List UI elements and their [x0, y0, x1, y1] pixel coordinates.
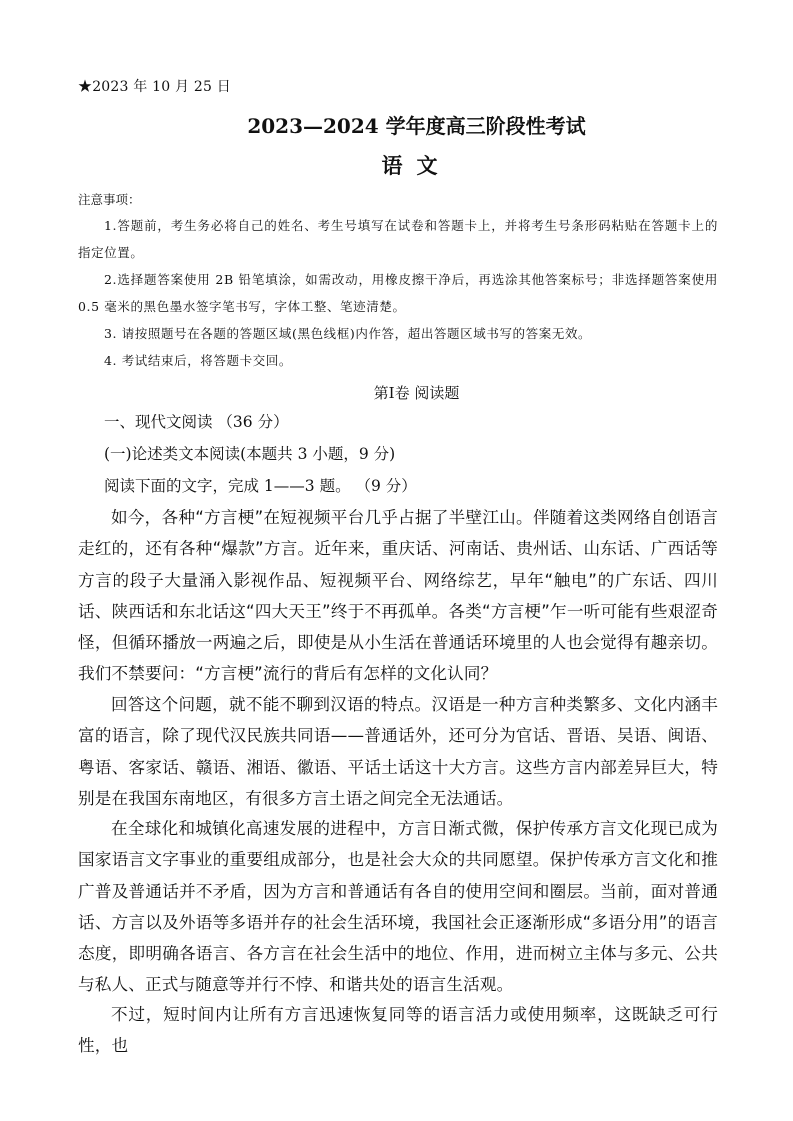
notice-item: 2.选择题答案使用 2B 铅笔填涂，如需改动，用橡皮擦干净后，再选涂其他答案标号；非选择题答案使用 0.5 毫米的黑色墨水签字笔书写，字体工整、笔迹清楚。 [78, 272, 718, 314]
subpart-heading: (一)论述类文本阅读(本题共 3 小题，9 分) [104, 445, 396, 463]
passage-paragraph: 在全球化和城镇化高速发展的进程中，方言日渐式微，保护传承方言文化现已成为国家语言文字事业的重要组成部分，也是社会大众的共同愿望。保护传承方言文化和推广普及普通话并不矛盾，因为方言和普通话有各自的使用空间和圈层。当前，面对普通话、方言以及外语等多语并存的社会生活环境，我国社会正逐渐形成“多语分用”的语言态度，即明确各语言、各方言在社会生活中的地位、作用，进而树立主体与多元、公共与私人、正式与随意等并行不悖、和谐共处的语言生活观。 [78, 819, 718, 995]
exam-date: ★2023 年 10 月 25 日 [78, 79, 231, 95]
subject-title: 语文 [381, 153, 452, 178]
notice-heading: 注意事项： [78, 192, 141, 207]
notice-item: 4. 考试结束后，将答题卡交回。 [104, 353, 293, 368]
notice-item: 1.答题前，考生务必将自己的姓名、考生号填写在试卷和答题卡上，并将考生号条形码粘贴在答题卡上的指定位置。 [78, 218, 718, 260]
part-heading: 一、现代文阅读 （36 分） [104, 413, 289, 431]
notice-item: 3. 请按照题号在各题的答题区域(黑色线框)内作答，超出答题区域书写的答案无效。 [104, 326, 592, 341]
passage-paragraph: 如今，各种“方言梗”在短视频平台几乎占据了半壁江山。伴随着这类网络自创语言走红的，还有各种“爆款”方言。近年来，重庆话、河南话、贵州话、山东话、广西话等方言的段子大量涌入影视作品、短视频平台、网络综艺，早年“触电”的广东话、四川话、陕西话和东北话这“四大天王”终于不再孤单。各类“方言梗”乍一听可能有些艰涩奇怪，但循环播放一两遍之后，即使是从小生活在普通话环境里的人也会觉得有趣亲切。我们不禁要问：“方言梗”流行的背后有怎样的文化认同？ [78, 508, 718, 684]
passage-paragraph: 不过，短时间内让所有方言迅速恢复同等的语言活力或使用频率，这既缺乏可行性，也 [78, 1005, 718, 1056]
section-title: 第Ⅰ卷 阅读题 [373, 384, 460, 402]
exam-title: 2023—2024 学年度高三阶段性考试 [247, 114, 586, 138]
reading-instruction: 阅读下面的文字，完成 1——3 题。 （9 分） [104, 477, 417, 495]
passage-paragraph: 回答这个问题，就不能不聊到汉语的特点。汉语是一种方言种类繁多、文化内涵丰富的语言，除了现代汉民族共同语——普通话外，还可分为官话、晋语、吴语、闽语、粤语、客家话、赣语、湘语、徽语、平话土话这十大方言。这些方言内部差异巨大，特别是在我国东南地区，有很多方言土语之间完全无法通话。 [78, 695, 718, 808]
